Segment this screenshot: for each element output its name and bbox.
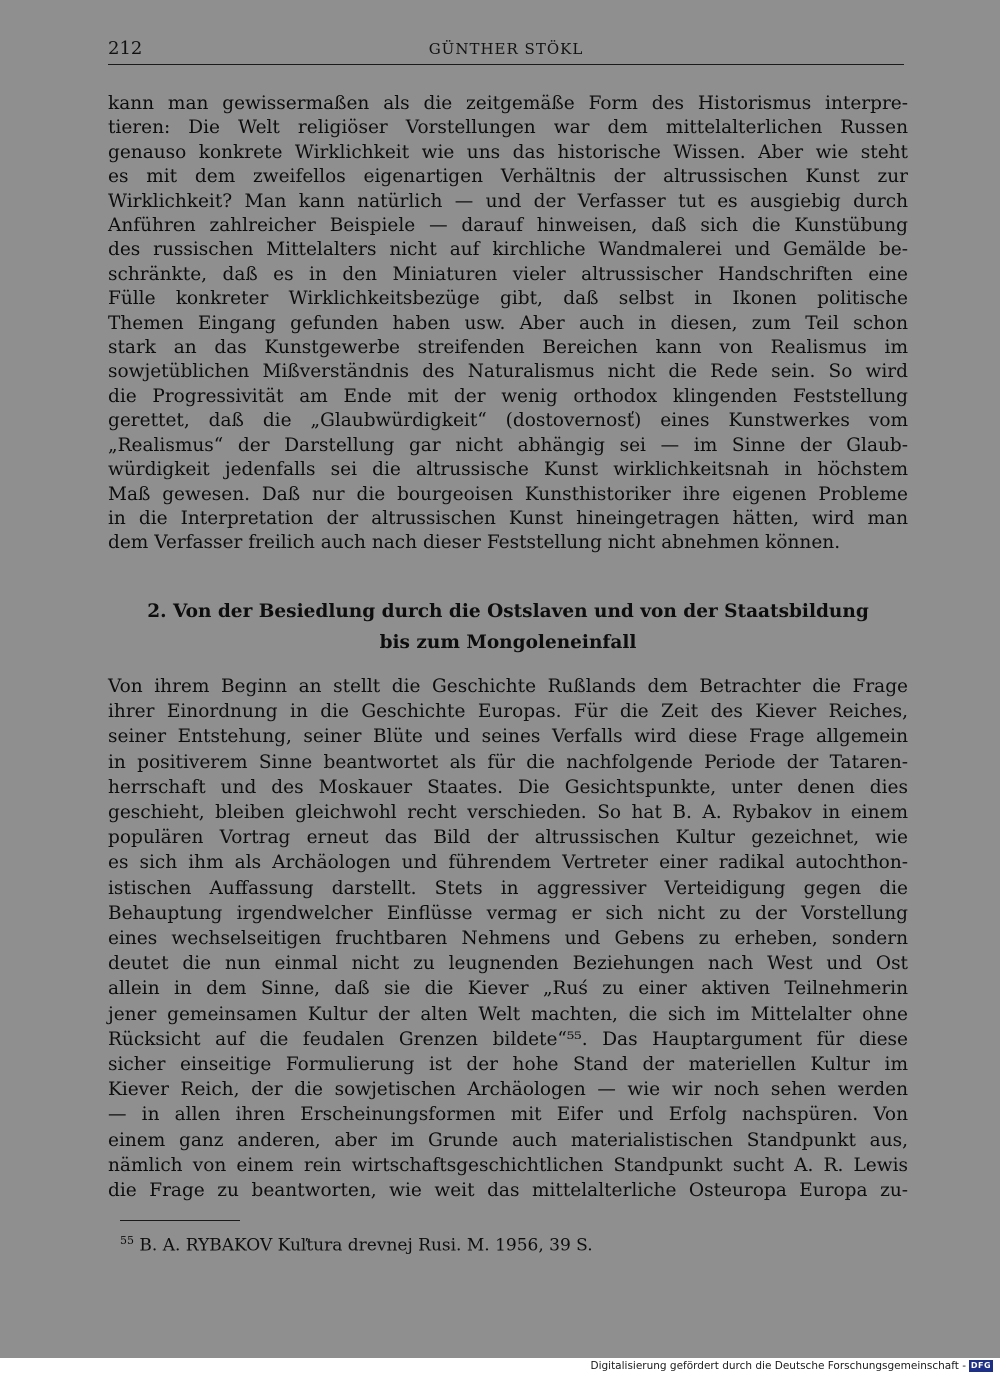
text-line: Anführen zahlreicher Beispiele — darauf hinweisen, daß sich die Kunstübung xyxy=(108,215,908,237)
footnote-text: B. A. RYBAKOV Kuľtura drevnej Rusi. M. 1956, 39 S. xyxy=(139,1235,593,1256)
text-line: seiner Entstehung, seiner Blüte und seines Verfalls wird diese Frage allgemein xyxy=(108,726,908,748)
digitization-credit-bar xyxy=(0,1358,1000,1375)
text-line: gerettet, daß die „Glaubwürdigkeit“ (dostovernosť) eines Kunstwerkes vom xyxy=(108,410,908,432)
text-line: es mit dem zweifellos eigenartigen Verhältnis der altrussischen Kunst zur xyxy=(108,166,908,188)
footnote-divider xyxy=(120,1220,240,1221)
text-line: Kiever Reich, der die sowjetischen Archäologen — wie wir noch sehen werden xyxy=(108,1079,908,1101)
text-line: deutet die nun einmal nicht zu leugnenden Beziehungen nach West und Ost xyxy=(108,953,908,975)
text-line: es sich ihm als Archäologen und führendem Vertreter einer radikal autochthon- xyxy=(108,852,908,874)
text-line: herrschaft und des Moskauer Staates. Die Gesichtspunkte, unter denen dies xyxy=(108,776,908,798)
text-line: des russischen Mittelalters nicht auf kirchliche Wandmalerei und Gemälde be- xyxy=(108,239,908,261)
text-line: ihrer Einordnung in die Geschichte Europas. Für die Zeit des Kiever Reiches, xyxy=(108,701,908,723)
text-line: sicher einseitige Formulierung ist der hohe Stand der materiellen Kultur im xyxy=(108,1054,908,1076)
text-line: tieren: Die Welt religiöser Vorstellungen war dem mittelalterlichen Russen xyxy=(108,117,908,139)
text-line: Maß gewesen. Daß nur die bourgeoisen Kunsthistoriker ihre eigenen Probleme xyxy=(108,483,908,505)
dfg-logo: DFG xyxy=(970,1361,992,1370)
text-line: kann man gewissermaßen als die zeitgemäße Form des Historismus interpre- xyxy=(108,93,908,114)
text-line: in positiverem Sinne beantwortet als für die nachfolgende Periode der Tataren- xyxy=(108,751,908,773)
text-line: allein in dem Sinne, daß sie die Kiever „Ruś zu einer aktiven Teilnehmerin xyxy=(108,978,908,1000)
text-line: eines wechselseitigen fruchtbaren Nehmens und Gebens zu erheben, sondern xyxy=(108,928,908,950)
text-line: einem ganz anderen, aber im Grunde auch materialistischen Standpunkt aus, xyxy=(108,1129,908,1151)
text-line: schränkte, daß es in den Miniaturen vieler altrussischer Handschriften eine xyxy=(108,263,908,285)
running-title: GÜNTHER STÖKL xyxy=(428,40,584,58)
text-line: populären Vortrag erneut das Bild der altrussischen Kultur gezeichnet, wie xyxy=(108,827,908,849)
text-line: dem Verfasser freilich auch nach dieser Feststellung nicht abnehmen können. xyxy=(108,532,841,554)
text-line: Themen Eingang gefunden haben usw. Aber auch in diesen, zum Teil schon xyxy=(108,312,908,334)
page-number: 212 xyxy=(108,38,143,59)
section-heading xyxy=(108,596,908,658)
text-line: Wirklichkeit? Man kann natürlich — und der Verfasser tut es ausgiebig durch xyxy=(108,190,908,212)
text-line: genauso konkrete Wirklichkeit wie uns das historische Wissen. Aber wie steht xyxy=(108,141,908,163)
text-line: Rücksicht auf die feudalen Grenzen bildete“⁵⁵. Das Hauptargument für diese xyxy=(108,1028,908,1050)
text-line: istischen Auffassung darstellt. Stets in aggressiver Verteidigung gegen die xyxy=(108,877,908,899)
text-line: Von ihrem Beginn an stellt die Geschichte Rußlands dem Betrachter die Frage xyxy=(108,676,908,697)
running-head xyxy=(108,38,904,65)
text-line: würdigkeit jedenfalls sei die altrussische Kunst wirklichkeitsnah in höchstem xyxy=(108,459,908,481)
text-line: die Frage zu beantworten, wie weit das mittelalterliche Osteuropa Europa zu- xyxy=(108,1180,908,1202)
section-heading-line: bis zum Mongoleneinfall xyxy=(379,632,637,653)
footnote xyxy=(120,1234,593,1256)
text-line: die Progressivität am Ende mit der wenig orthodox klingenden Feststellung xyxy=(108,385,908,407)
body-paragraph xyxy=(108,92,908,556)
text-line: — in allen ihren Erscheinungsformen mit Eifer und Erfolg nachspüren. Von xyxy=(108,1104,908,1126)
text-line: sowjetüblichen Mißverständnis des Naturalismus nicht die Rede sein. So wird xyxy=(108,361,908,383)
footnote-marker: 55 xyxy=(120,1234,134,1247)
text-line: stark an das Kunstgewerbe streifenden Bereichen kann von Realismus im xyxy=(108,337,908,359)
body-paragraph xyxy=(108,674,908,1203)
text-line: nämlich von einem rein wirtschaftsgeschichtlichen Standpunkt sucht A. R. Lewis xyxy=(108,1154,908,1176)
text-line: „Realismus“ der Darstellung gar nicht abhängig sei — im Sinne der Glaub- xyxy=(108,434,908,456)
text-line: Behauptung irgendwelcher Einflüsse vermag er sich nicht zu der Vorstellung xyxy=(108,902,908,924)
text-line: Fülle konkreter Wirklichkeitsbezüge gibt, daß selbst in Ikonen politische xyxy=(108,288,908,310)
section-heading-line: 2. Von der Besiedlung durch die Ostslaven und von der Staatsbildung xyxy=(147,601,869,622)
digitization-credit: Digitalisierung gefördert durch die Deutsche Forschungsgemeinschaft - xyxy=(590,1360,966,1372)
text-line: in die Interpretation der altrussischen Kunst hineingetragen hätten, wird man xyxy=(108,507,908,529)
text-line: jener gemeinsamen Kultur der alten Welt machten, die sich im Mittelalter ohne xyxy=(108,1003,908,1025)
text-line: geschieht, bleiben gleichwohl recht verschieden. So hat B. A. Rybakov in einem xyxy=(108,802,908,824)
